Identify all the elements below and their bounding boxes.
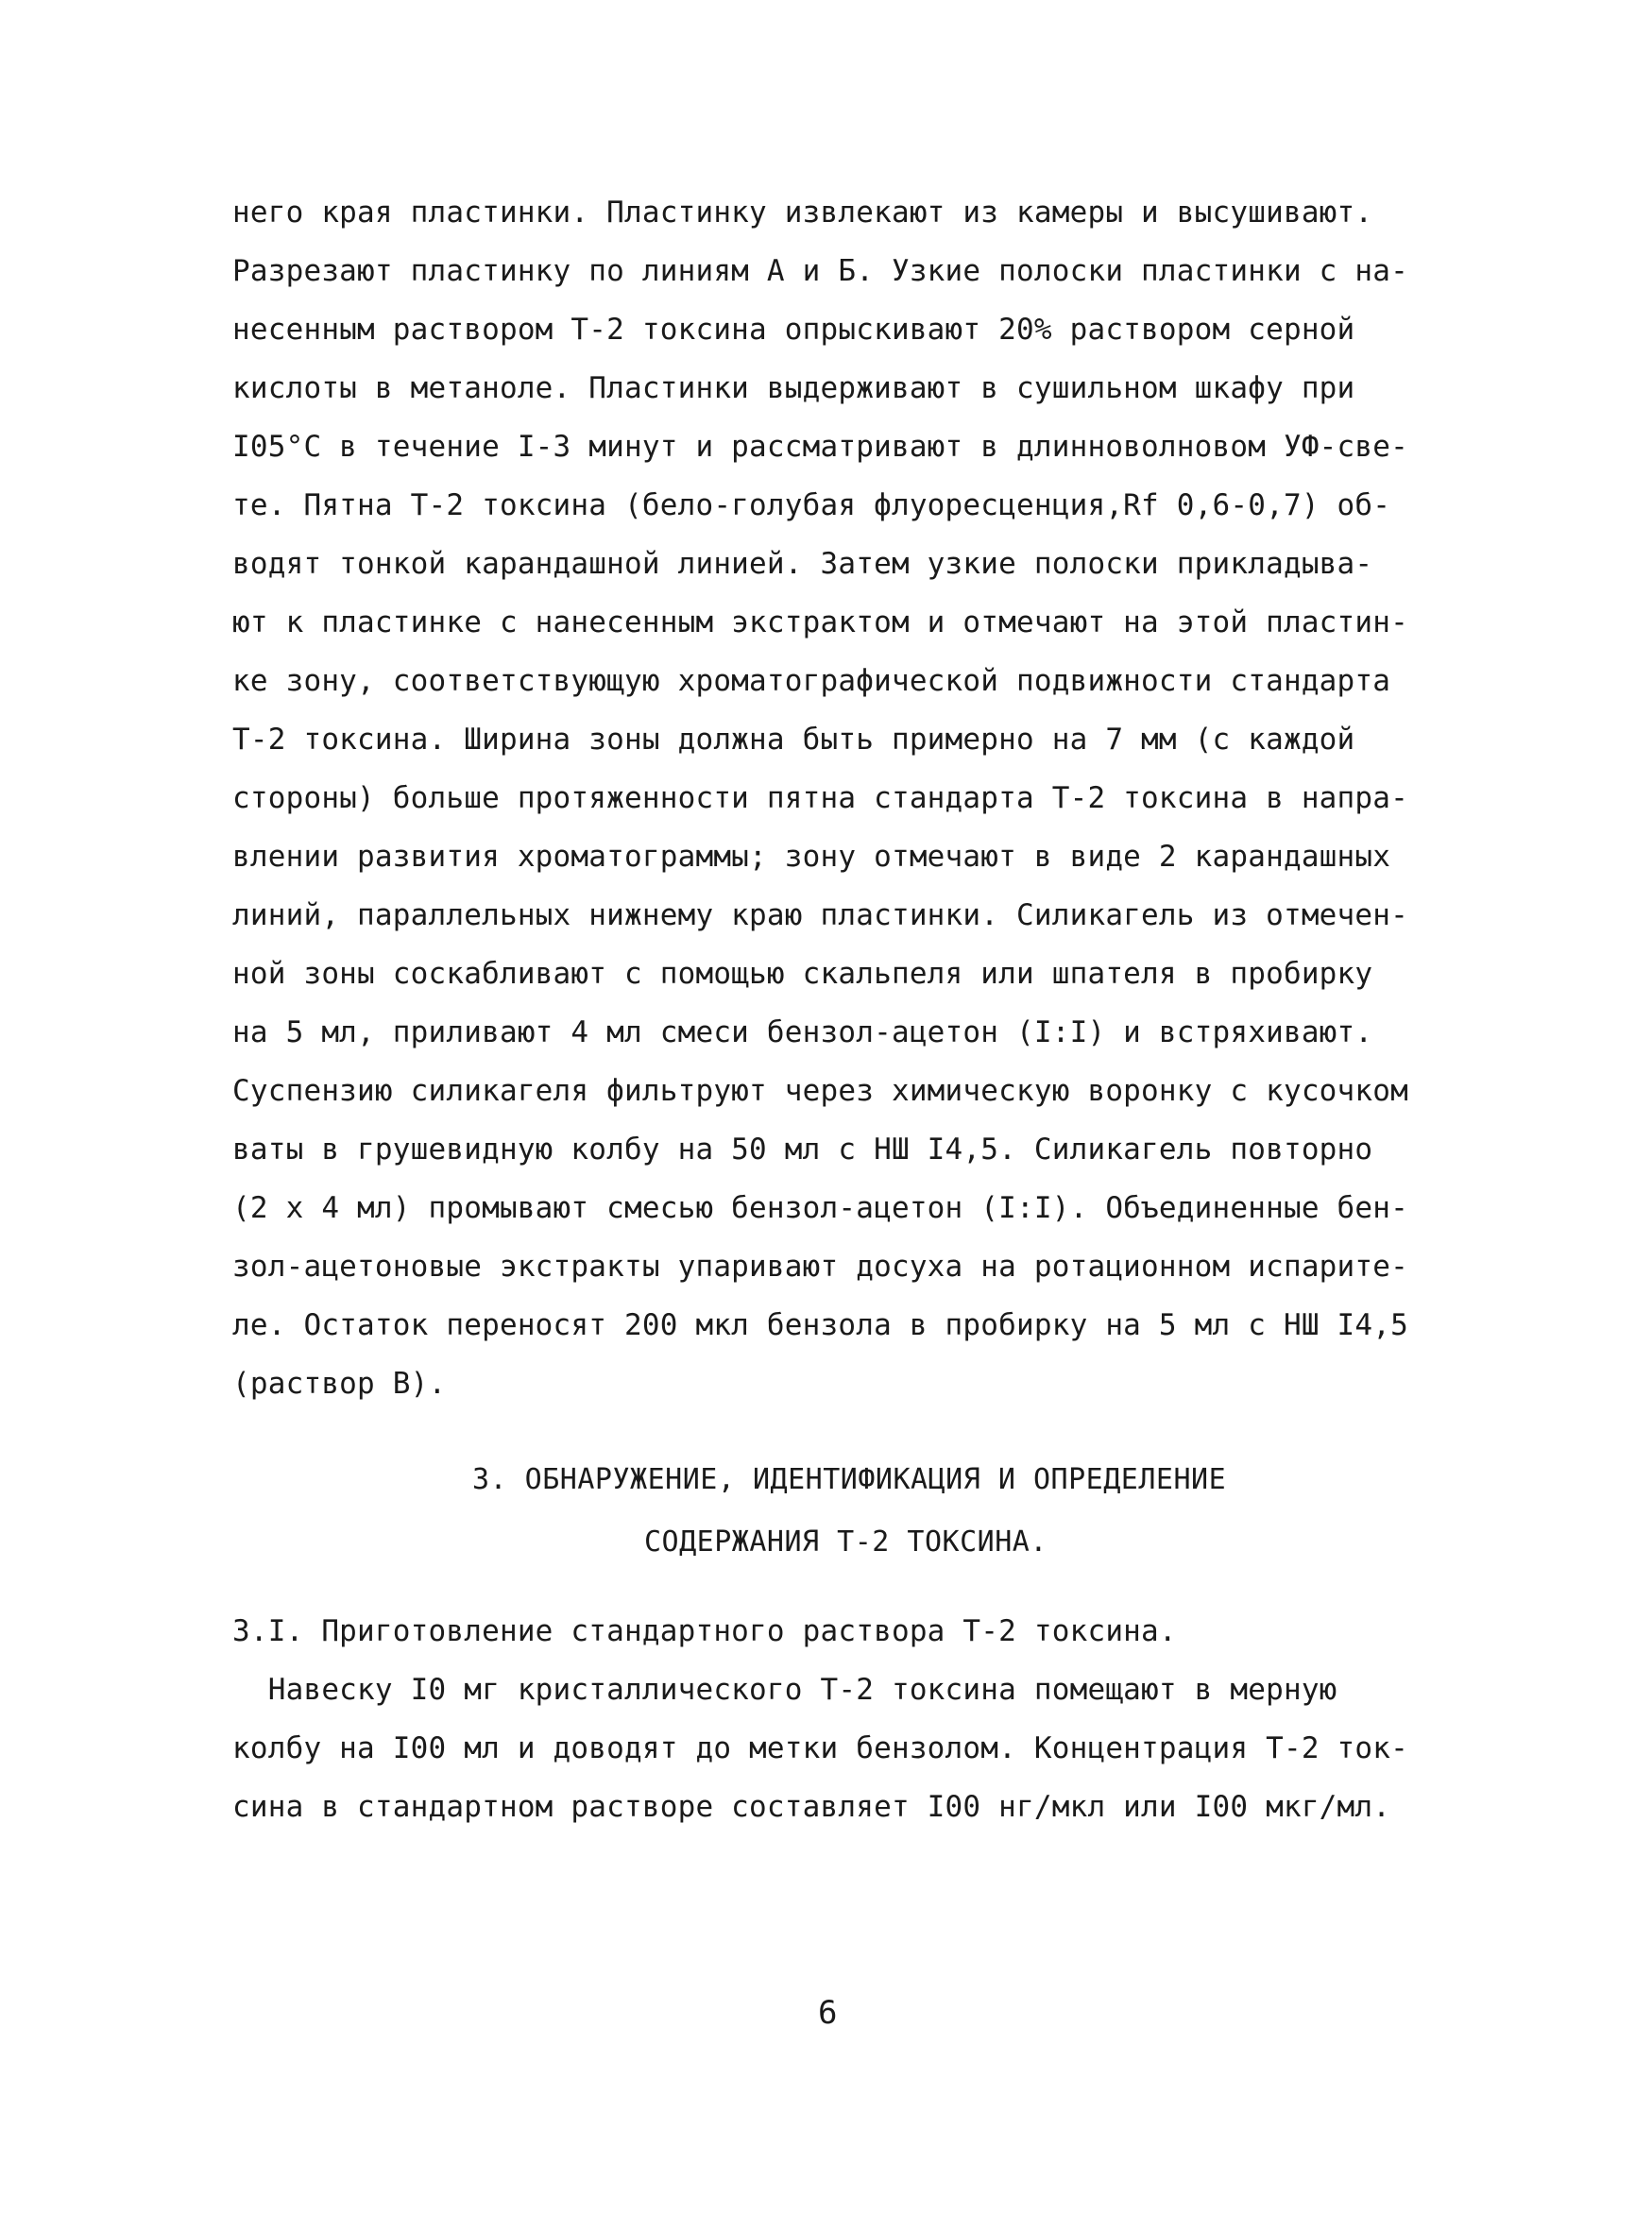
text-line: ке зону, соответствующую хроматографической подвижности стандарта — [232, 664, 1391, 698]
text-line: ют к пластинке с нанесенным экстрактом и отмечают на этой пластин- — [232, 605, 1408, 639]
text-line: те. Пятна Т-2 токсина (бело-голубая флуоресценция,Rf 0,6-0,7) об- — [232, 488, 1391, 522]
text-line: сина в стандартном растворе составляет I00 нг/мкл или I00 мкг/мл. — [232, 1790, 1391, 1824]
section-heading: СОДЕРЖАНИЯ Т-2 ТОКСИНА. — [644, 1525, 1047, 1559]
text-line: линий, параллельных нижнему краю пластинки. Силикагель из отмечен- — [232, 898, 1408, 932]
text-line: ле. Остаток переносят 200 мкл бензола в пробирку на 5 мл с НШ I4,5 — [232, 1308, 1408, 1342]
text-line: ной зоны соскабливают с помощью скальпеля или шпателя в пробирку — [232, 957, 1373, 991]
text-line: на 5 мл, приливают 4 мл смеси бензол-ацетон (I:I) и встряхивают. — [232, 1015, 1373, 1049]
text-line: стороны) больше протяженности пятна стандарта Т-2 токсина в напра- — [232, 781, 1408, 815]
page-number: 6 — [818, 1994, 838, 2032]
text-line: кислоты в метаноле. Пластинки выдерживают в сушильном шкафу при — [232, 371, 1355, 405]
text-line: Навеску I0 мг кристаллического Т-2 токсина помещают в мерную — [232, 1673, 1337, 1707]
text-line: него края пластинки. Пластинку извлекают из камеры и высушивают. — [232, 196, 1373, 230]
text-line: Т-2 токсина. Ширина зоны должна быть примерно на 7 мм (с каждой — [232, 723, 1355, 757]
text-line: влении развития хроматограммы; зону отмечают в виде 2 карандашных — [232, 840, 1391, 874]
subsection-heading: 3.I. Приготовление стандартного раствора Т-2 токсина. — [232, 1614, 1177, 1648]
text-line: ваты в грушевидную колбу на 50 мл с НШ I4,5. Силикагель повторно — [232, 1133, 1373, 1167]
text-line: колбу на I00 мл и доводят до метки бензолом. Концентрация Т-2 ток- — [232, 1731, 1408, 1765]
text-line: водят тонкой карандашной линией. Затем узкие полоски прикладыва- — [232, 547, 1373, 581]
text-line: I05°С в течение I-3 минут и рассматривают в длинноволновом УФ-све- — [232, 430, 1408, 464]
text-line: (2 х 4 мл) промывают смесью бензол-ацетон (I:I). Объединенные бен- — [232, 1191, 1408, 1225]
text-line: (раствор В). — [232, 1367, 447, 1401]
text-line: Разрезают пластинку по линиям А и Б. Узкие полоски пластинки с на- — [232, 254, 1408, 288]
text-line: зол-ацетоновые экстракты упаривают досуха на ротационном испарите- — [232, 1250, 1408, 1284]
text-line: несенным раствором Т-2 токсина опрыскивают 20% раствором серной — [232, 313, 1355, 347]
section-heading: 3. ОБНАРУЖЕНИЕ, ИДЕНТИФИКАЦИЯ И ОПРЕДЕЛЕНИЕ — [472, 1463, 1227, 1496]
text-line: Суспензию силикагеля фильтруют через химическую воронку с кусочком — [232, 1074, 1408, 1108]
